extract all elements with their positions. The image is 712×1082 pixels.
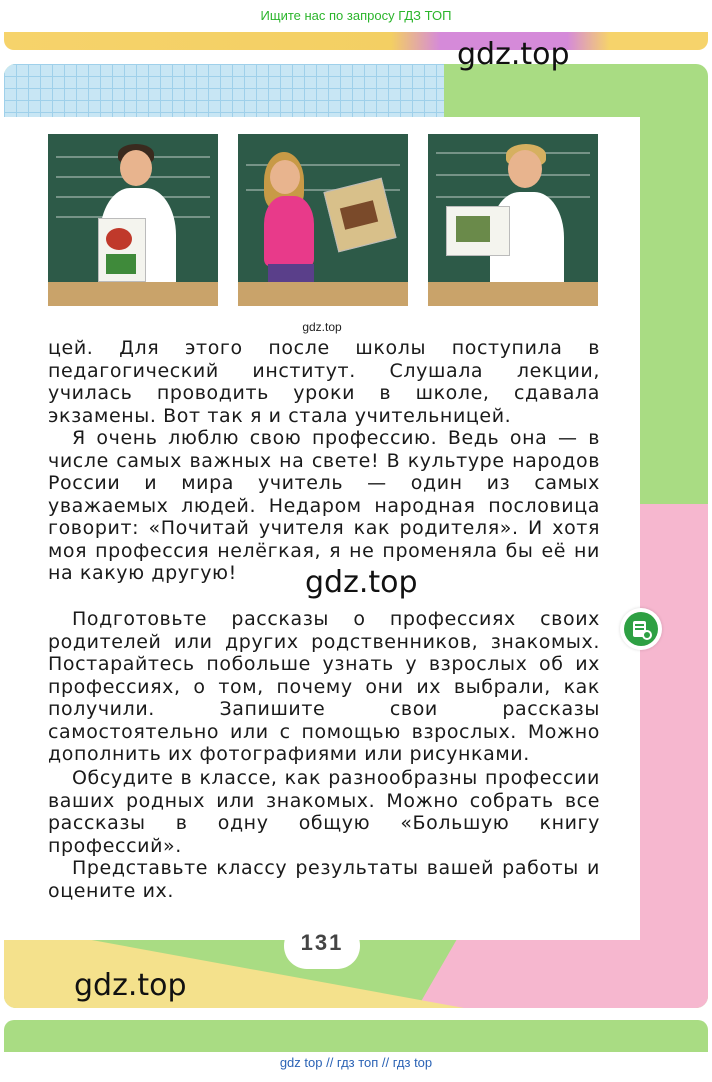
next-page-strip	[4, 1020, 708, 1052]
photo-boy-with-album	[428, 134, 598, 306]
paragraph-1: цей. Для этого после школы поступила в педагогический институт. Слушала лекции, училась проводить уроки в школе, сдавала экзамены. Вот так я и стала учительницей.	[48, 337, 600, 427]
bottom-banner-links[interactable]: gdz top // гдз топ // гдз top	[279, 1055, 433, 1070]
top-decorative-strip	[4, 32, 708, 50]
paragraph-2: Я очень люблю свою профессию. Ведь она — в числе самых важных на свете! В культуре народов России и мира учитель — один из самых уважаемых людей. Недаром народная пословица говорит: «Почитай учителя как родителя». И хотя моя профессия нелёгкая, я не променяла бы её ни на какую другую!	[48, 427, 600, 584]
watermark-top-right: gdz.top	[457, 37, 570, 72]
page-content	[4, 117, 640, 940]
page-number: 131	[300, 930, 344, 955]
grid-pattern-decoration	[4, 64, 444, 124]
photo-row	[48, 134, 600, 306]
photo-girl-with-book	[238, 134, 408, 306]
task-paragraph-3: Представьте классу результаты вашей работы и оцените их.	[48, 857, 600, 902]
project-task-icon	[620, 608, 662, 650]
task-paragraph-1: Подготовьте рассказы о профессиях своих родителей или других родственников, знакомых. Постарайтесь побольше узнать у взрослых об их профессиях, о том, почему они их выбрали, как получили. Запишите свои рассказы самостоятельно или с помощью взрослых. Можно дополнить их фотографиями или рисунками.	[48, 608, 600, 765]
photo-caption-watermark: gdz.top	[302, 320, 342, 334]
watermark-bottom-left: gdz.top	[74, 968, 187, 1003]
task-block-2	[48, 767, 600, 857]
top-banner[interactable]: Ищите нас по запросу ГДЗ ТОП	[260, 8, 452, 23]
text-block-1	[48, 337, 600, 427]
task-block-3	[48, 857, 600, 902]
photo-boy-with-flower-pictures	[48, 134, 218, 306]
text-block-2	[48, 427, 600, 585]
task-block-1	[48, 608, 600, 766]
task-paragraph-2: Обсудите в классе, как разнообразны профессии ваших родных или знакомых. Можно собрать все рассказы в одну общую «Большую книгу профессий».	[48, 767, 600, 857]
watermark-middle: gdz.top	[305, 565, 418, 600]
